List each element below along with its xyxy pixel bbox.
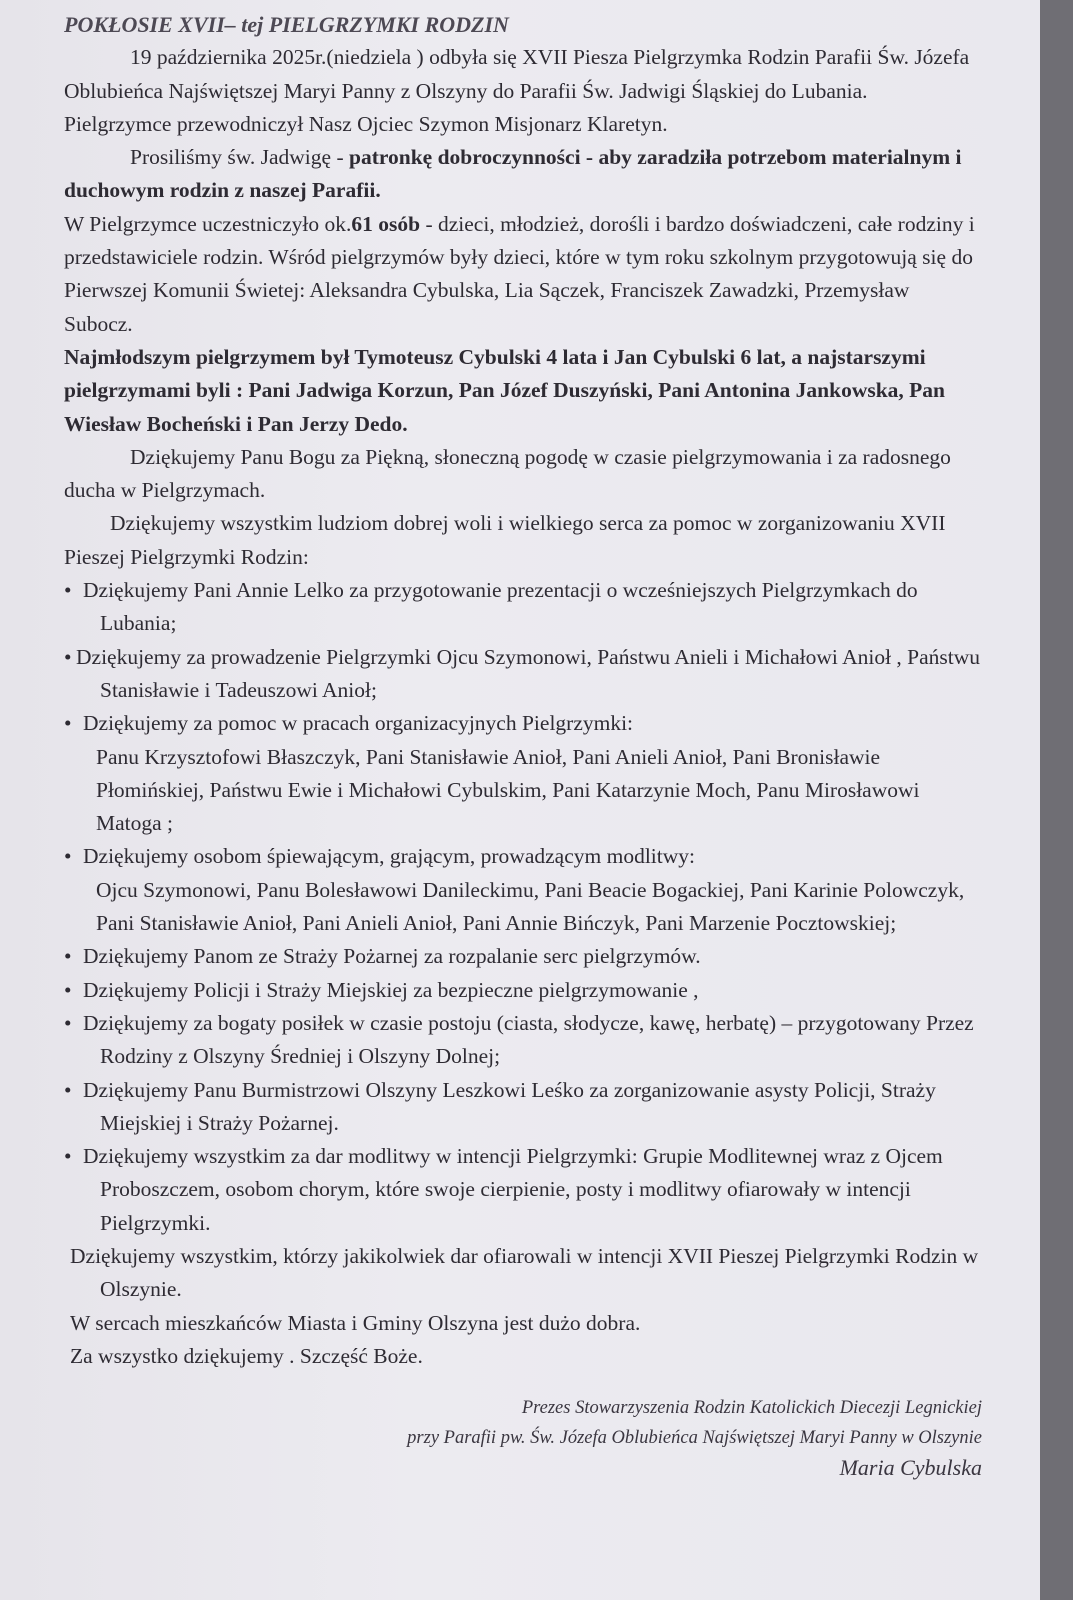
bullet-icon: • — [64, 1010, 72, 1035]
bullet-text: Dziękujemy wszystkim za dar modlitwy w intencji Pielgrzymki: Grupie Modlitewnej wraz z Ojcem Proboszczem, osobom chorym, które swoje cierpienie, posty i modlitwy ofiarowały w intencji Pielgrzymki. — [83, 1144, 943, 1235]
list-item — [64, 707, 982, 740]
bullet-text: Dziękujemy Policji i Straży Miejskiej za bezpieczne pielgrzymowanie , — [83, 977, 699, 1002]
participants-text-a: W Pielgrzymce uczestniczyło ok. — [64, 211, 352, 236]
signature-line-1: Prezes Stowarzyszenia Rodzin Katolickich Diecezji Legnickiej — [521, 1398, 982, 1419]
bullet-icon: • — [64, 944, 72, 969]
bullet-subtext: Ojcu Szymonowi, Panu Bolesławowi Danileckimu, Pani Beacie Bogackiej, Pani Karinie Polowczyk, Pani Stanisławie Anioł, Pani Anieli Anioł, Pani Annie Bińczyk, Pani Marzenie Pocztowskiej; — [96, 877, 965, 936]
participants-text-b: - dzieci, młodzież, dorośli i bardzo doświadczeni, całe rodziny i przedstawiciele rodzin. Wśród pielgrzymów były dzieci, które w tym roku szkolnym przygotowują się do Pierwszej Komunii Świetej: Aleksandra Cybulska, Lia Sączek, Franciszek Zawadzki, Przemysław Subocz. — [64, 211, 975, 336]
bullet-text: Dziękujemy Panom ze Straży Pożarnej za rozpalanie serc pielgrzymów. — [83, 944, 701, 969]
bullet-text: Dziękujemy za pomoc w pracach organizacyjnych Pielgrzymki: — [83, 711, 634, 736]
leader-paragraph: Pielgrzymce przewodniczył Nasz Ojciec Szymon Misjonarz Klaretyn. — [64, 111, 668, 136]
document-title: POKŁOSIE XVII– tej PIELGRZYMKI RODZIN — [64, 12, 509, 37]
list-item — [64, 641, 982, 708]
list-item — [64, 1007, 982, 1074]
bullet-icon: • — [64, 711, 72, 736]
signature-name: Maria Cybulska — [839, 1455, 982, 1481]
thanks-all-paragraph: Dziękujemy wszystkim ludziom dobrej woli i wielkiego serca za pomoc w zorganizowaniu XVII Pieszej Pielgrzymki Rodzin: — [64, 511, 946, 569]
list-item — [64, 940, 982, 973]
bullet-icon: • — [64, 578, 72, 603]
intro-paragraph: 19 października 2025r.(niedziela ) odbyła się XVII Piesza Pielgrzymka Rodzin Parafii Św. Józefa Oblubieńca Najświętszej Maryi Panny z Olszyny do Parafii Św. Jadwigi Śląskiej do Lubania. — [64, 45, 970, 103]
bullet-subtext: Panu Krzysztofowi Błaszczyk, Pani Stanisławie Anioł, Pani Anieli Anioł, Pani Bronisławie Płomińskiej, Państwu Ewie i Michałowi Cybulskim, Pani Katarzynie Moch, Panu Mirosławowi Matoga ; — [96, 744, 920, 836]
list-item — [64, 574, 982, 641]
prayer-text: Prosiliśmy św. Jadwigę - — [130, 145, 349, 170]
bullet-icon: • — [64, 1144, 72, 1169]
bullet-icon: • — [64, 977, 72, 1002]
youngest-oldest-paragraph: Najmłodszym pielgrzymem był Tymoteusz Cybulski 4 lata i Jan Cybulski 6 lat, a najstarszymi pielgrzymami byli : Pani Jadwiga Korzun, Pan Józef Duszyński, Pani Antonina Jankowska, Pan Wiesław Bocheński i Pan Jerzy Dedo. — [64, 344, 946, 436]
bullet-text: Dziękujemy Pani Annie Lelko za przygotowanie prezentacji o wcześniejszych Pielgrzymkach do Lubania; — [83, 578, 918, 636]
list-item — [64, 840, 982, 873]
hearts-paragraph: W sercach mieszkańców Miasta i Gminy Olszyna jest dużo dobra. — [70, 1310, 641, 1335]
bullet-icon: • — [64, 644, 72, 669]
signature-block — [64, 1393, 982, 1483]
prayer-paragraph — [64, 141, 982, 208]
bullet-text: Dziękujemy za bogaty posiłek w czasie postoju (ciasta, słodycze, kawę, herbatę) – przygotowany Przez Rodziny z Olszyny Średniej i Olszyny Dolnej; — [83, 1010, 974, 1069]
list-item — [64, 974, 982, 1007]
list-item — [64, 1074, 982, 1141]
bullet-text: Dziękujemy Panu Burmistrzowi Olszyny Leszkowi Leśko za zorganizowanie asysty Policji, Straży Miejskiej i Straży Pożarnej. — [83, 1077, 936, 1135]
signature-line-2: przy Parafii pw. Św. Józefa Oblubieńca Najświętszej Maryi Panny w Olszynie — [407, 1428, 982, 1449]
closing-paragraph: Za wszystko dziękujemy . Szczęść Boże. — [70, 1343, 423, 1368]
bullet-icon: • — [64, 1077, 72, 1102]
bullet-text: Dziękujemy osobom śpiewającym, grającym, prowadzącym modlitwy: — [83, 844, 695, 869]
thanks-donors-paragraph: Dziękujemy wszystkim, którzy jakikolwiek dar ofiarowali w intencji XVII Pieszej Pielgrzymki Rodzin w Olszynie. — [70, 1243, 979, 1302]
thanks-god-paragraph: Dziękujemy Panu Bogu za Piękną, słoneczną pogodę w czasie pielgrzymowania i za radosnego ducha w Pielgrzymach. — [64, 444, 951, 503]
bullet-icon: • — [64, 844, 72, 869]
participants-paragraph — [64, 208, 982, 341]
list-item — [64, 1140, 982, 1240]
participants-count: 61 osób — [351, 211, 421, 236]
prayer-bold-text: patronkę dobroczynności - aby zaradziła potrzebom materialnym i duchowym rodzin z naszej Parafii. — [64, 145, 962, 203]
bullet-text: Dziękujemy za prowadzenie Pielgrzymki Ojcu Szymonowi, Państwu Anieli i Michałowi Anioł , Państwu Stanisławie i Tadeuszowi Anioł; — [76, 644, 981, 702]
